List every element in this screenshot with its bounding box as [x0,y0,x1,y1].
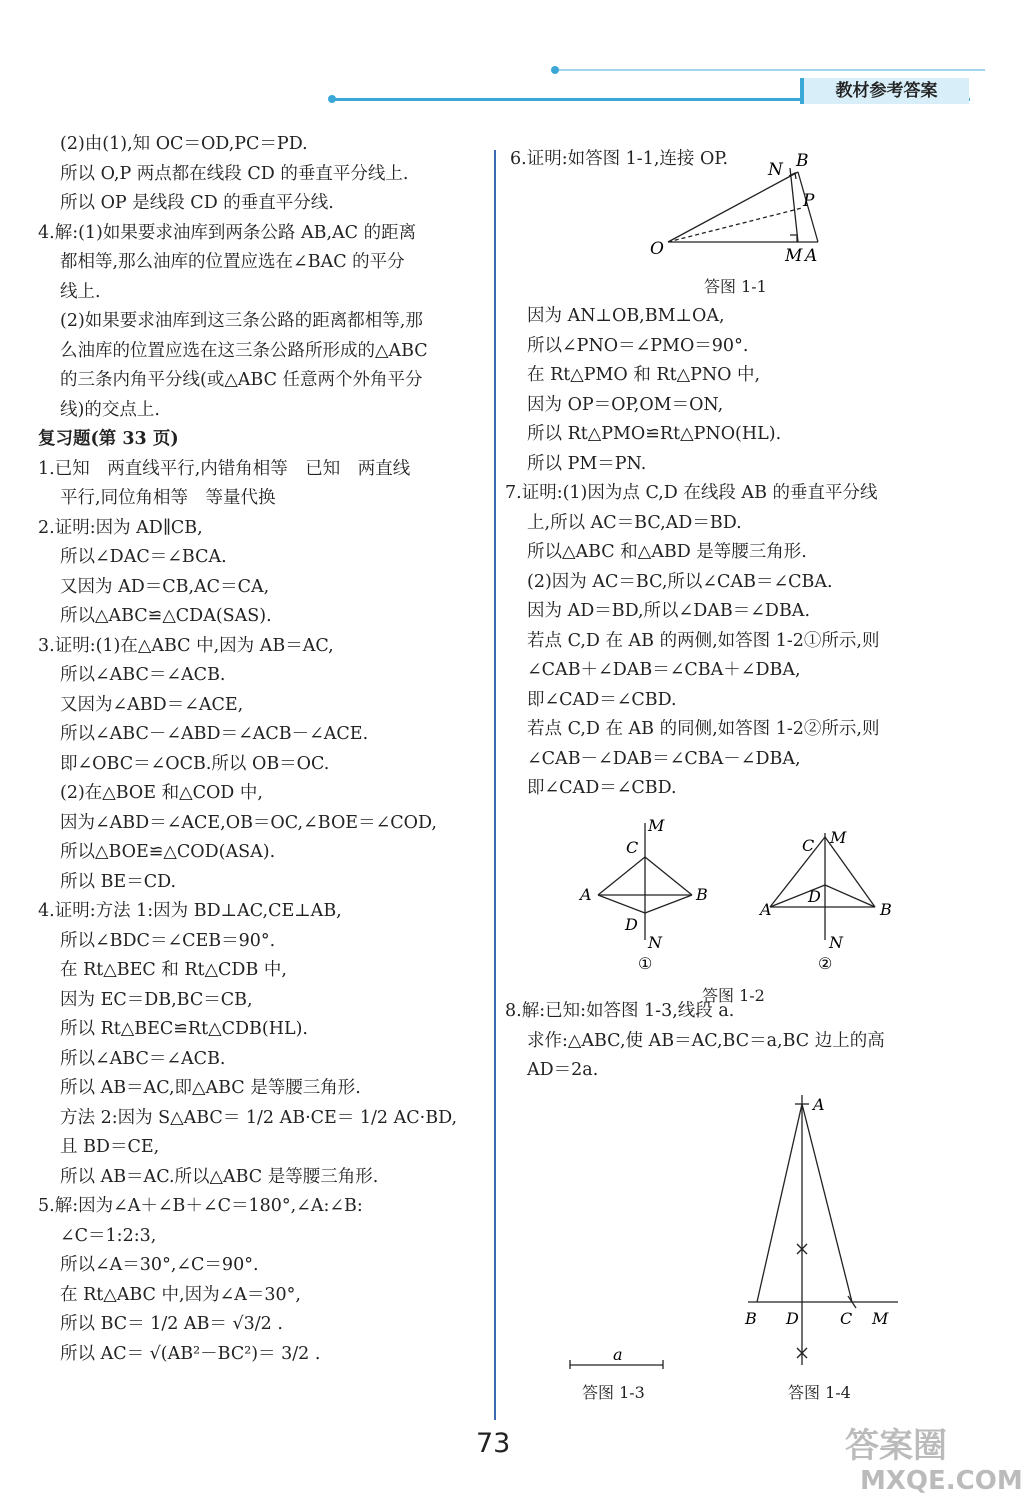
left-column-line: 线)的交点上. [60,399,160,420]
right-bottom-line: 8.解:已知:如答图 1-3,线段 a. [505,1001,735,1021]
left-column-line: 4.证明:方法 1:因为 BD⊥AC,CE⊥AB, [38,901,342,921]
right-bottom-line: AD＝2a. [527,1060,599,1080]
fig13-label-a: a [613,1345,623,1364]
fig12-label-D: D [625,915,638,934]
left-column-line: 所以∠ABC－∠ABD＝∠ACB－∠ACE. [60,724,369,744]
left-column-line: 么油库的位置应选在这三条公路所形成的△ABC [60,340,428,361]
fig11-label-M: M [785,246,803,266]
left-column-line: 所以 O,P 两点都在线段 CD 的垂直平分线上. [60,163,409,184]
fig12-label-C: C [626,838,639,857]
fig12-label-M2: M [830,828,847,847]
fig12-label-M: M [648,816,665,835]
right-mid-line: 若点 C,D 在 AB 的两侧,如答图 1-2①所示,则 [527,630,880,651]
left-column-line: 方法 2:因为 S△ABC＝ 1/2 AB·CE＝ 1/2 AC·BD, [60,1107,458,1128]
right-mid-line: 在 Rt△PMO 和 Rt△PNO 中, [527,365,761,385]
left-column [38,130,488,1369]
right-mid-line: 7.证明:(1)因为点 C,D 在线段 AB 的垂直平分线 [505,483,878,503]
left-column-line: 所以∠ABC＝∠ACB. [60,665,226,685]
left-column-line: 且 BD＝CE, [60,1137,160,1157]
left-column-line: 所以∠A＝30°,∠C＝90°. [60,1255,259,1275]
right-mid-line: 若点 C,D 在 AB 的同侧,如答图 1-2②所示,则 [527,719,880,739]
left-column-line: 所以 BC＝ 1/2 AB＝ √3/2 . [60,1314,283,1334]
watermark-url: MXQE.COM [860,1466,1023,1496]
right-mid-line: 所以∠PNO＝∠PMO＝90°. [527,335,749,356]
watermark-logo: 答案圈 [845,1426,947,1466]
header-decor-dot [328,95,336,103]
figure-1-3 [565,1345,675,1375]
left-column-line: (2)如果要求油库到这三条公路的距离都相等,那 [60,311,423,331]
fig13-caption: 答图 1-3 [582,1383,645,1402]
left-column-line: 在 Rt△BEC 和 Rt△CDB 中, [60,960,287,980]
left-column-line: 所以△ABC≌△CDA(SAS). [60,606,272,626]
left-column-line: 所以∠BDC＝∠CEB＝90°. [60,930,276,951]
left-column-line: 复习题(第 33 页) [38,429,179,449]
right-mid-line: ∠CAB－∠DAB＝∠CBA－∠DBA, [527,748,801,769]
fig14-label-D: D [786,1309,799,1328]
right-mid-line: 上,所以 AC＝BC,AD＝BD. [527,512,742,533]
fig11-label-A: A [805,246,818,266]
right-mid-line: 即∠CAD＝∠CBD. [527,689,677,710]
fig12-label-D2: D [808,887,821,906]
fig12-caption: 答图 1-2 [702,986,765,1005]
fig14-label-M: M [872,1309,889,1328]
left-column-line: 的三条内角平分线(或△ABC 任意两个外角平分 [60,370,423,390]
fig12-sub1: ① [638,954,653,973]
left-column-line: 5.解:因为∠A＋∠B＋∠C＝180°,∠A:∠B: [38,1196,363,1216]
right-mid-line: 因为 OP＝OP,OM＝ON, [527,394,724,415]
fig12-label-A: A [580,885,592,904]
right-mid-line: 因为 AD＝BD,所以∠DAB＝∠DBA. [527,601,811,621]
left-column-line: 线上. [60,281,101,302]
left-column-line: 所以 OP 是线段 CD 的垂直平分线. [60,193,334,213]
fig12-label-C2: C [802,836,815,855]
left-column-line: 又因为 AD＝CB,AC＝CA, [60,576,270,597]
fig12-label-N2: N [829,933,843,952]
right-column-bottom [505,997,975,1086]
fig12-label-B2: B [880,900,892,919]
figure-1-2 [570,815,910,980]
left-column-line: (2)由(1),知 OC＝OD,PC＝PD. [60,134,308,154]
left-column-line: 2.证明:因为 AD∥CB, [38,517,203,538]
page-number: 73 [476,1428,511,1459]
fig14-label-A: A [813,1095,825,1114]
fig12-label-B: B [696,885,708,904]
figure-1-1 [640,150,840,270]
fig12-label-N: N [648,933,662,952]
right-mid-line: 所以 PM＝PN. [527,453,647,474]
fig14-label-B: B [745,1309,757,1328]
left-column-line: 都相等,那么油库的位置应选在∠BAC 的平分 [60,252,405,272]
left-column-line: 所以 AC＝ √(AB²－BC²)＝ 3/2 . [60,1343,321,1364]
right-mid-line: 因为 AN⊥OB,BM⊥OA, [527,306,725,326]
column-divider [494,150,496,1420]
left-column-line: 所以∠DAC＝∠BCA. [60,547,227,567]
right-column-middle [505,302,975,804]
left-column-line: (2)在△BOE 和△COD 中, [60,783,263,803]
left-column-line: 又因为∠ABD＝∠ACE, [60,694,244,715]
left-column-line: 1.已知 两直线平行,内错角相等 已知 两直线 [38,458,411,479]
left-column-line: 在 Rt△ABC 中,因为∠A＝30°, [60,1284,301,1305]
figure-1-4 [740,1090,910,1370]
left-column-line: 所以 AB＝AC.所以△ABC 是等腰三角形. [60,1166,379,1187]
right-top-line: 6.证明:如答图 1-1,连接 OP. [510,149,729,169]
left-column-line: 所以 Rt△BEC≌Rt△CDB(HL). [60,1019,308,1039]
left-column-line: 所以 AB＝AC,即△ABC 是等腰三角形. [60,1078,361,1098]
fig12-sub2: ② [818,954,833,973]
right-mid-line: 所以△ABC 和△ABD 是等腰三角形. [527,542,807,562]
header-decor-line-top [555,69,985,71]
fig11-label-O: O [650,239,664,259]
header-decor-dot [551,66,559,74]
left-column-line: 即∠OBC＝∠OCB.所以 OB＝OC. [60,753,330,774]
left-column-line: 因为∠ABD＝∠ACE,OB＝OC,∠BOE＝∠COD, [60,812,437,833]
left-column-line: 4.解:(1)如果要求油库到两条公路 AB,AC 的距离 [38,222,417,243]
fig11-label-P: P [803,191,815,211]
left-column-line: 3.证明:(1)在△ABC 中,因为 AB＝AC, [38,635,334,656]
left-column-line: 平行,同位角相等 等量代换 [60,488,276,508]
header-title: 教材参考答案 [800,78,969,104]
right-mid-line: 所以 Rt△PMO≌Rt△PNO(HL). [527,424,782,444]
fig14-caption: 答图 1-4 [788,1383,851,1402]
right-mid-line: (2)因为 AC＝BC,所以∠CAB＝∠CBA. [527,571,833,592]
left-column-line: ∠C＝1:2:3, [60,1225,157,1246]
fig11-caption: 答图 1-1 [704,277,767,296]
fig11-label-B: B [796,151,809,171]
fig11-label-N: N [768,160,783,180]
left-column-line: 所以 BE＝CD. [60,871,177,892]
fig14-label-C: C [840,1309,853,1328]
fig12-label-A2: A [760,900,772,919]
left-column-line: 因为 EC＝DB,BC＝CB, [60,989,253,1010]
left-column-line: 所以∠ABC＝∠ACB. [60,1048,226,1069]
left-column-line: 所以△BOE≌△COD(ASA). [60,842,276,862]
right-mid-line: 即∠CAD＝∠CBD. [527,778,677,798]
right-mid-line: ∠CAB＋∠DAB＝∠CBA＋∠DBA, [527,660,801,680]
right-bottom-line: 求作:△ABC,使 AB＝AC,BC＝a,BC 边上的高 [527,1030,885,1051]
